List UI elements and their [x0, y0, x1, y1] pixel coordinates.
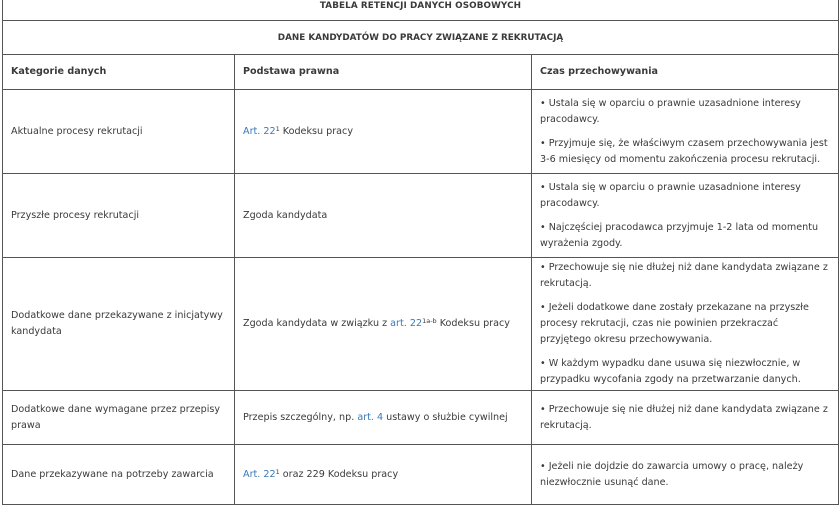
- header-legal-basis: Podstawa prawna: [235, 55, 532, 90]
- legal-basis-cell: [235, 90, 532, 174]
- superscript: 1: [275, 124, 280, 133]
- table-title: TABELA RETENCJI DANYCH OSOBOWYCH: [3, 0, 839, 21]
- table-row: [3, 445, 839, 505]
- retention-cell: [532, 90, 839, 174]
- retention-cell: [532, 258, 839, 391]
- section-heading: DANE KANDYDATÓW DO PRACY ZWIĄZANE Z REKRUTACJĄ: [3, 21, 839, 55]
- category-cell: Dane przekazywane na potrzeby zawarcia: [3, 445, 235, 505]
- table-row: [3, 90, 839, 174]
- retention-bullet: • Ustala się w oparciu o prawnie uzasadnione interesy pracodawcy.: [540, 97, 801, 125]
- header-categories: Kategorie danych: [3, 55, 235, 90]
- retention-bullet: • Jeżeli dodatkowe dane zostały przekazane na przyszłe procesy rekrutacji, czas nie powinien przekraczać przyjętego okresu przechowywania.: [540, 302, 809, 345]
- superscript: 1: [275, 467, 280, 476]
- header-row: [3, 55, 839, 90]
- legal-basis-cell: [235, 391, 532, 445]
- legal-basis-text: Kodeksu pracy: [436, 318, 510, 329]
- superscript: 1a-b: [422, 317, 437, 325]
- category-cell: Dodatkowe dane przekazywane z inicjatywy kandydata: [3, 258, 235, 391]
- legal-reference-link[interactable]: Art. 22: [243, 125, 276, 137]
- legal-basis-text: Zgoda kandydata w związku z: [243, 318, 391, 329]
- legal-reference-link[interactable]: Art. 22: [243, 468, 276, 480]
- legal-basis-text: ustawy o służbie cywilnej: [383, 411, 508, 423]
- legal-reference-link[interactable]: art. 22: [390, 318, 423, 329]
- retention-cell: [532, 174, 839, 258]
- retention-bullet: • Przyjmuje się, że właściwym czasem przechowywania jest 3-6 miesięcy od momentu zakończenia procesu rekrutacji.: [540, 137, 828, 165]
- retention-cell: [532, 445, 839, 505]
- retention-bullet: • Najczęściej pracodawca przyjmuje 1-2 lata od momentu wyrażenia zgody.: [540, 221, 819, 249]
- table-row: [3, 174, 839, 258]
- category-cell: Aktualne procesy rekrutacji: [3, 90, 235, 174]
- retention-cell: [532, 391, 839, 445]
- retention-bullet: • Przechowuje się nie dłużej niż dane kandydata związane z rekrutacją.: [540, 262, 828, 289]
- table-row: [3, 258, 839, 391]
- legal-basis-cell: Zgoda kandydata: [235, 174, 532, 258]
- table-row: [3, 391, 839, 445]
- header-retention-period: Czas przechowywania: [532, 55, 839, 90]
- legal-basis-text: Przepis szczególny, np.: [243, 411, 358, 423]
- retention-table: [2, 0, 839, 505]
- category-cell: Przyszłe procesy rekrutacji: [3, 174, 235, 258]
- legal-basis-cell: [235, 258, 532, 391]
- category-cell: Dodatkowe dane wymagane przez przepisy prawa: [3, 391, 235, 445]
- legal-basis-cell: [235, 445, 532, 505]
- retention-bullet: • Ustala się w oparciu o prawnie uzasadnione interesy pracodawcy.: [540, 181, 801, 209]
- legal-reference-link[interactable]: art. 4: [357, 411, 384, 423]
- retention-bullet: • Przechowuje się nie dłużej niż dane kandydata związane z rekrutacją.: [540, 403, 828, 431]
- legal-basis-text: oraz 229 Kodeksu pracy: [279, 468, 399, 480]
- retention-bullet: • Jeżeli nie dojdzie do zawarcia umowy o pracę, należy niezwłocznie usunąć dane.: [540, 460, 804, 488]
- retention-bullet: • W każdym wypadku dane usuwa się niezwłocznie, w przypadku wycofania zgody na przetwarzanie danych.: [540, 358, 801, 385]
- legal-basis-text: Kodeksu pracy: [279, 125, 353, 137]
